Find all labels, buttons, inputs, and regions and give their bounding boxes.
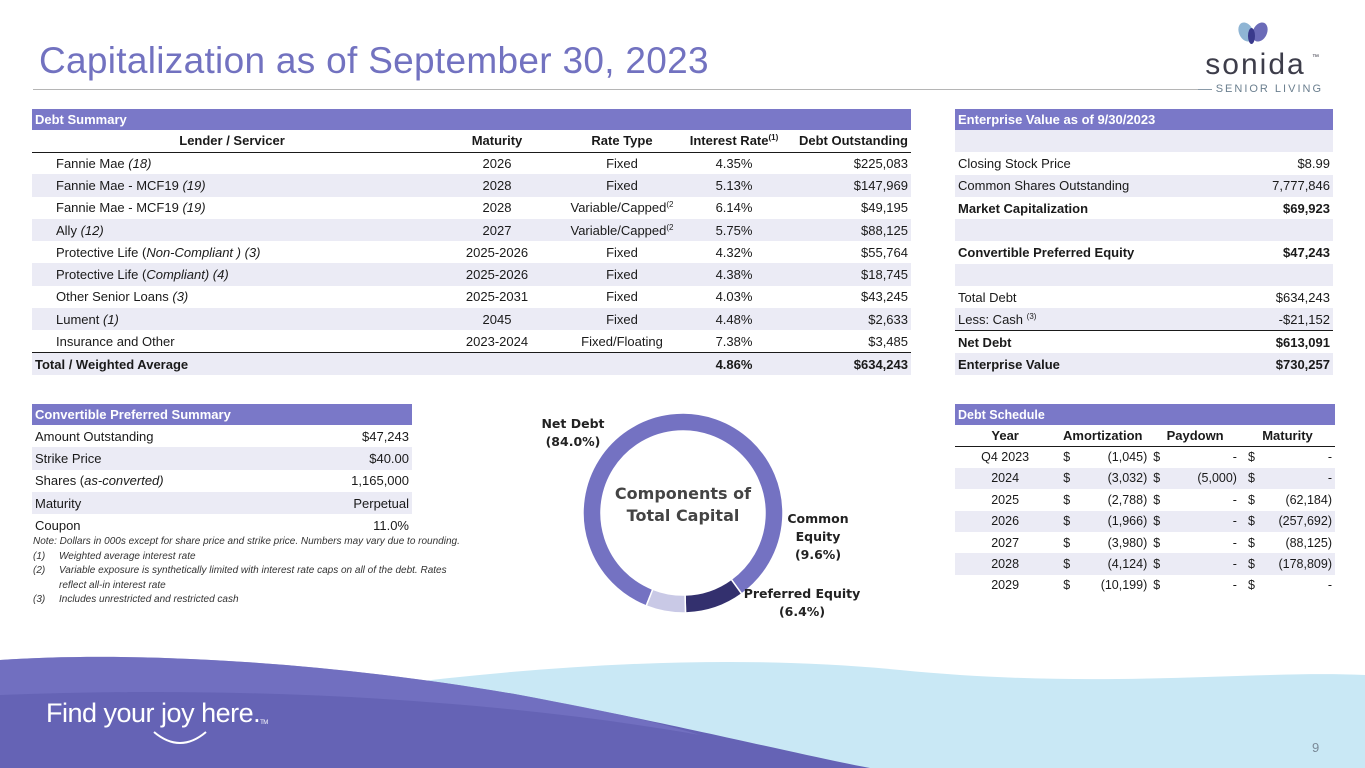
col-maturity: Maturity xyxy=(432,130,562,152)
debt-schedule-table xyxy=(955,404,1335,596)
debt-lender: Insurance and Other xyxy=(32,330,432,352)
conv-maturity-value: Perpetual xyxy=(290,492,412,514)
debt-lender: Ally (12) xyxy=(32,219,432,241)
debt-outstanding: $18,745 xyxy=(786,263,911,285)
sched-year: Q4 2023 xyxy=(955,446,1055,467)
ev-less-cash-label: Less: Cash $^{(3)}$ xyxy=(955,308,1235,330)
chart-title: Components of Total Capital xyxy=(614,484,752,525)
debt-summary-header: Debt Summary xyxy=(32,109,911,130)
label-preferred-equity: Preferred Equity (6.4%) xyxy=(743,586,861,619)
debt-rate-type: Variable/Capped$^{(2}$ xyxy=(562,219,682,241)
sched-amortization: (3,032) xyxy=(1087,468,1150,489)
sched-amortization: (1,045) xyxy=(1087,446,1150,467)
ev-stock-price-value: $8.99 xyxy=(1235,152,1333,174)
label-net-debt: Net Debt (84.0%) xyxy=(541,416,605,449)
schedule-row xyxy=(955,489,1335,510)
sched-amortization: (4,124) xyxy=(1087,553,1150,574)
debt-interest-rate: 4.03% xyxy=(682,286,786,308)
debt-maturity: 2025-2031 xyxy=(432,286,562,308)
logo-brand: sonida xyxy=(1205,48,1306,81)
debt-maturity: 2025-2026 xyxy=(432,263,562,285)
sched-col-maturity: Maturity xyxy=(1240,425,1335,446)
logo-subtitle: SENIOR LIVING xyxy=(1198,83,1323,95)
schedule-row xyxy=(955,511,1335,532)
schedule-row xyxy=(955,468,1335,489)
ev-net-debt-value: $613,091 xyxy=(1235,331,1333,353)
sched-currency: $ xyxy=(1150,468,1171,489)
debt-interest-rate: 5.13% xyxy=(682,174,786,196)
page-number: 9 xyxy=(1312,740,1320,755)
conv-coupon-value: 11.0% xyxy=(290,514,412,536)
footnote-main: Note: Dollars in 000s except for share price and strike price. Numbers may vary due to rounding. xyxy=(33,536,460,547)
schedule-header: Debt Schedule xyxy=(955,404,1335,425)
sched-maturity: - xyxy=(1261,468,1335,489)
schedule-row xyxy=(955,446,1335,467)
ev-enterprise-value-label: Enterprise Value xyxy=(955,353,1235,375)
debt-rate-type: Fixed xyxy=(562,263,682,285)
sonida-logo xyxy=(1198,16,1323,100)
debt-lender: Other Senior Loans (3) xyxy=(32,286,432,308)
sched-paydown: - xyxy=(1171,511,1240,532)
debt-outstanding: $49,195 xyxy=(786,197,911,219)
debt-interest-rate: 4.38% xyxy=(682,263,786,285)
debt-row xyxy=(32,152,911,174)
debt-lender: Fannie Mae (18) xyxy=(32,152,432,174)
total-capital-donut-chart xyxy=(530,395,870,635)
schedule-row xyxy=(955,553,1335,574)
debt-outstanding: $225,083 xyxy=(786,152,911,174)
sched-paydown: (5,000) xyxy=(1171,468,1240,489)
sched-maturity: (257,692) xyxy=(1261,511,1335,532)
sched-col-amortization: Amortization xyxy=(1055,425,1150,446)
debt-interest-rate: 6.14% xyxy=(682,197,786,219)
debt-row xyxy=(32,286,911,308)
sched-year: 2028 xyxy=(955,553,1055,574)
sched-year: 2026 xyxy=(955,511,1055,532)
total-debt: $634,243 xyxy=(786,353,911,375)
sched-col-year: Year xyxy=(955,425,1055,446)
conv-shares-label: Shares (as-converted) xyxy=(32,470,290,492)
ev-total-debt-label: Total Debt xyxy=(955,286,1235,308)
sched-currency: $ xyxy=(1055,511,1087,532)
sched-year: 2027 xyxy=(955,532,1055,553)
sched-currency: $ xyxy=(1055,553,1087,574)
sched-currency: $ xyxy=(1240,532,1261,553)
sched-amortization: (1,966) xyxy=(1087,511,1150,532)
debt-row xyxy=(32,197,911,219)
ev-market-cap-value: $69,923 xyxy=(1235,197,1333,219)
sched-currency: $ xyxy=(1240,489,1261,510)
debt-maturity: 2028 xyxy=(432,174,562,196)
debt-outstanding: $88,125 xyxy=(786,219,911,241)
debt-row xyxy=(32,174,911,196)
footnote-3: (3) Includes unrestricted and restricted cash xyxy=(33,594,239,605)
sched-maturity: - xyxy=(1261,575,1335,596)
page-title: Capitalization as of September 30, 2023 xyxy=(39,40,709,81)
slice-common-equity xyxy=(685,579,742,613)
conv-strike-label: Strike Price xyxy=(32,447,290,469)
debt-outstanding: $147,969 xyxy=(786,174,911,196)
sched-currency: $ xyxy=(1150,575,1171,596)
debt-rate-type: Fixed xyxy=(562,241,682,263)
enterprise-value-table xyxy=(955,109,1333,375)
sched-currency: $ xyxy=(1150,511,1171,532)
sched-currency: $ xyxy=(1240,446,1261,467)
debt-lender: Fannie Mae - MCF19 (19) xyxy=(32,197,432,219)
conv-maturity-label: Maturity xyxy=(32,492,290,514)
sched-maturity: (178,809) xyxy=(1261,553,1335,574)
conv-header: Convertible Preferred Summary xyxy=(32,404,412,425)
conv-strike-value: $40.00 xyxy=(290,447,412,469)
sched-currency: $ xyxy=(1240,468,1261,489)
debt-outstanding: $43,245 xyxy=(786,286,911,308)
sched-currency: $ xyxy=(1150,489,1171,510)
col-debt-outstanding: Debt Outstanding xyxy=(786,130,911,152)
footer-tagline: Find your joy here.TM xyxy=(46,698,268,728)
sched-paydown: - xyxy=(1171,489,1240,510)
sched-maturity: - xyxy=(1261,446,1335,467)
debt-outstanding: $3,485 xyxy=(786,330,911,352)
debt-maturity: 2025-2026 xyxy=(432,241,562,263)
col-lender: Lender / Servicer xyxy=(32,130,432,152)
total-label: Total / Weighted Average xyxy=(32,353,432,375)
schedule-row xyxy=(955,575,1335,596)
debt-rate-type: Variable/Capped$^{(2}$ xyxy=(562,197,682,219)
debt-interest-rate: 4.32% xyxy=(682,241,786,263)
sched-currency: $ xyxy=(1055,489,1087,510)
debt-outstanding: $2,633 xyxy=(786,308,911,330)
debt-lender: Protective Life (Compliant) (4) xyxy=(32,263,432,285)
debt-row xyxy=(32,263,911,285)
ev-conv-pref-label: Convertible Preferred Equity xyxy=(955,241,1235,263)
col-interest-rate: Interest Rate$^{(1)}$ xyxy=(682,130,786,152)
debt-rate-type: Fixed xyxy=(562,308,682,330)
ev-conv-pref-value: $47,243 xyxy=(1235,241,1333,263)
sched-currency: $ xyxy=(1055,575,1087,596)
sched-currency: $ xyxy=(1240,553,1261,574)
ev-shares-value: 7,777,846 xyxy=(1235,175,1333,197)
conv-amount-value: $47,243 xyxy=(290,425,412,447)
debt-lender: Protective Life (Non-Compliant ) (3) xyxy=(32,241,432,263)
debt-interest-rate: 5.75% xyxy=(682,219,786,241)
ev-enterprise-value-value: $730,257 xyxy=(1235,353,1333,375)
sched-currency: $ xyxy=(1240,575,1261,596)
logo-leaf-center-icon xyxy=(1248,28,1255,44)
col-rate-type: Rate Type xyxy=(562,130,682,152)
debt-maturity: 2027 xyxy=(432,219,562,241)
debt-outstanding: $55,764 xyxy=(786,241,911,263)
footnotes xyxy=(33,535,533,608)
sched-year: 2024 xyxy=(955,468,1055,489)
ev-less-cash-value: -$21,152 xyxy=(1235,308,1333,330)
sched-maturity: (62,184) xyxy=(1261,489,1335,510)
debt-rate-type: Fixed xyxy=(562,174,682,196)
debt-rate-type: Fixed xyxy=(562,152,682,174)
sched-amortization: (10,199) xyxy=(1087,575,1150,596)
total-rate: 4.86% xyxy=(682,353,786,375)
conv-coupon-label: Coupon xyxy=(32,514,290,536)
debt-interest-rate: 7.38% xyxy=(682,330,786,352)
debt-interest-rate: 4.35% xyxy=(682,152,786,174)
sched-amortization: (2,788) xyxy=(1087,489,1150,510)
footnote-2: (2) Variable exposure is synthetically limited with interest rate caps on all of the debt. Rates reflect all-in interest rate xyxy=(33,565,447,591)
debt-rate-type: Fixed xyxy=(562,286,682,308)
debt-maturity: 2045 xyxy=(432,308,562,330)
debt-maturity: 2028 xyxy=(432,197,562,219)
sched-col-paydown: Paydown xyxy=(1150,425,1240,446)
schedule-row xyxy=(955,532,1335,553)
debt-lender: Fannie Mae - MCF19 (19) xyxy=(32,174,432,196)
sched-currency: $ xyxy=(1150,446,1171,467)
sched-currency: $ xyxy=(1055,446,1087,467)
logo-trademark: ™ xyxy=(1312,54,1319,61)
sched-paydown: - xyxy=(1171,532,1240,553)
sched-currency: $ xyxy=(1240,511,1261,532)
sched-year: 2029 xyxy=(955,575,1055,596)
convertible-preferred-table xyxy=(32,404,412,536)
footnote-1: (1) Weighted average interest rate xyxy=(33,550,196,562)
sched-currency: $ xyxy=(1055,532,1087,553)
sched-paydown: - xyxy=(1171,446,1240,467)
tagline-smile-icon xyxy=(150,728,210,748)
ev-market-cap-label: Market Capitalization xyxy=(955,197,1235,219)
sched-currency: $ xyxy=(1150,553,1171,574)
sched-amortization: (3,980) xyxy=(1087,532,1150,553)
debt-row xyxy=(32,330,911,352)
sched-year: 2025 xyxy=(955,489,1055,510)
sched-maturity: (88,125) xyxy=(1261,532,1335,553)
label-common-equity: Common Equity (9.6%) xyxy=(787,511,849,562)
conv-amount-label: Amount Outstanding xyxy=(32,425,290,447)
title-divider xyxy=(33,89,1198,90)
debt-summary-table xyxy=(32,109,911,375)
debt-interest-rate: 4.48% xyxy=(682,308,786,330)
debt-lender: Lument (1) xyxy=(32,308,432,330)
conv-shares-value: 1,165,000 xyxy=(290,470,412,492)
sched-paydown: - xyxy=(1171,575,1240,596)
debt-row xyxy=(32,308,911,330)
sched-currency: $ xyxy=(1055,468,1087,489)
ev-shares-label: Common Shares Outstanding xyxy=(955,175,1235,197)
debt-row xyxy=(32,241,911,263)
slice-preferred-equity xyxy=(646,589,685,613)
sched-paydown: - xyxy=(1171,553,1240,574)
debt-rate-type: Fixed/Floating xyxy=(562,330,682,352)
ev-total-debt-value: $634,243 xyxy=(1235,286,1333,308)
debt-row xyxy=(32,219,911,241)
debt-maturity: 2023-2024 xyxy=(432,330,562,352)
debt-maturity: 2026 xyxy=(432,152,562,174)
ev-net-debt-label: Net Debt xyxy=(955,331,1235,353)
ev-stock-price-label: Closing Stock Price xyxy=(955,152,1235,174)
sched-currency: $ xyxy=(1150,532,1171,553)
ev-header: Enterprise Value as of 9/30/2023 xyxy=(955,109,1333,130)
